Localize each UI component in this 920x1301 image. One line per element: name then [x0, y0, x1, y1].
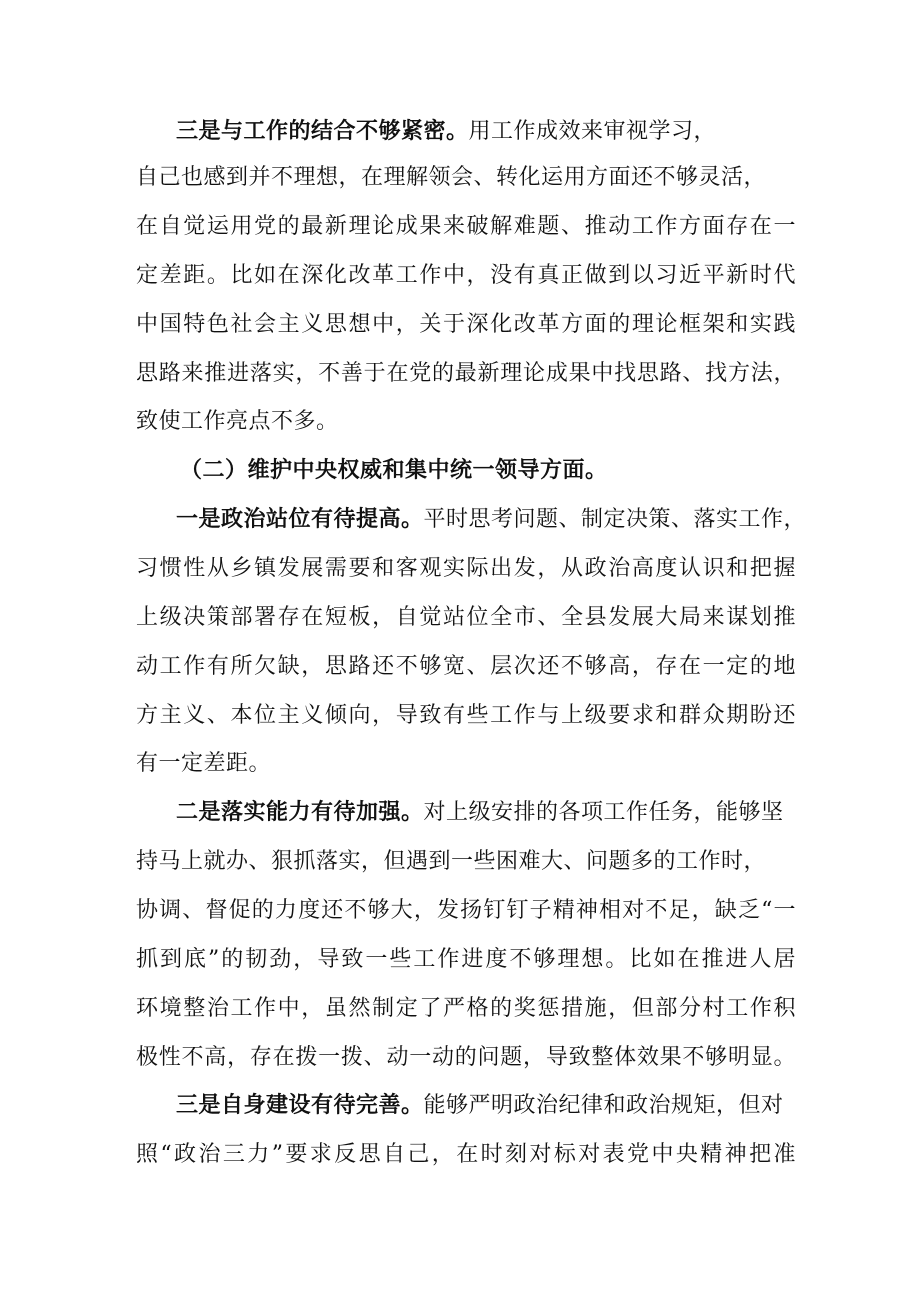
- paragraph-line: 抓到底”的韧劲，导致一些工作进度不够理想。比如在推进人居: [136, 947, 796, 972]
- paragraph-text: 用工作成效来审视学习，: [468, 119, 717, 144]
- paragraph-line: [176, 500, 836, 540]
- paragraph-line: [176, 1086, 836, 1126]
- paragraph-line: 极性不高，存在拨一拨、动一动的问题，导致整体效果不够明显。: [136, 1045, 796, 1070]
- paragraph-line: 照“政治三力”要求反思自己，在时刻对标对表党中央精神把准: [136, 1142, 796, 1167]
- paragraph-text: 平时思考问题、制定决策、落实工作，: [423, 507, 807, 532]
- paragraph-line: 动工作有所欠缺，思路还不够宽、层次还不够高，存在一定的地: [136, 654, 796, 679]
- paragraph-line: [176, 112, 836, 152]
- paragraph-line: 上级决策部署存在短板，自觉站位全市、全县发展大局来谋划推: [136, 605, 796, 630]
- paragraph-line: 环境整治工作中，虽然制定了严格的奖惩措施，但部分村工作积: [136, 996, 796, 1021]
- paragraph-line: 方主义、本位主义倾向，导致有些工作与上级要求和群众期盼还: [136, 703, 796, 728]
- paragraph-line: 持马上就办、狠抓落实，但遇到一些困难大、问题多的工作时，: [136, 849, 767, 874]
- paragraph-line: 中国特色社会主义思想中，关于深化改革方面的理论框架和实践: [136, 312, 796, 337]
- section-heading: （二）维护中央权威和集中统一领导方面。: [180, 458, 608, 483]
- paragraph-line: 致使工作亮点不多。: [136, 409, 339, 434]
- paragraph-lead: 三是与工作的结合不够紧密。: [176, 119, 469, 144]
- paragraph-line: 定差距。比如在深化改革工作中，没有真正做到以习近平新时代: [136, 263, 796, 288]
- paragraph-line: 自己也感到并不理想，在理解领会、转化运用方面还不够灵活，: [136, 165, 767, 190]
- paragraph-text: 能够严明政治纪律和政治规矩，但对: [423, 1093, 784, 1118]
- paragraph-line: 有一定差距。: [136, 751, 272, 776]
- paragraph-line: [176, 793, 836, 833]
- paragraph-text: 对上级安排的各项工作任务，能够坚: [423, 800, 784, 825]
- paragraph-lead: 二是落实能力有待加强。: [176, 800, 424, 825]
- paragraph-line: 思路来推进落实，不善于在党的最新理论成果中找思路、找方法，: [136, 361, 796, 386]
- paragraph-lead: 三是自身建设有待完善。: [176, 1093, 424, 1118]
- paragraph-line: 协调、督促的力度还不够大，发扬钉钉子精神相对不足，缺乏“一: [136, 898, 796, 923]
- paragraph-lead: 一是政治站位有待提高。: [176, 507, 424, 532]
- paragraph-line: 在自觉运用党的最新理论成果来破解难题、推动工作方面存在一: [136, 214, 796, 239]
- paragraph-line: 习惯性从乡镇发展需要和客观实际出发，从政治高度认识和把握: [136, 556, 796, 581]
